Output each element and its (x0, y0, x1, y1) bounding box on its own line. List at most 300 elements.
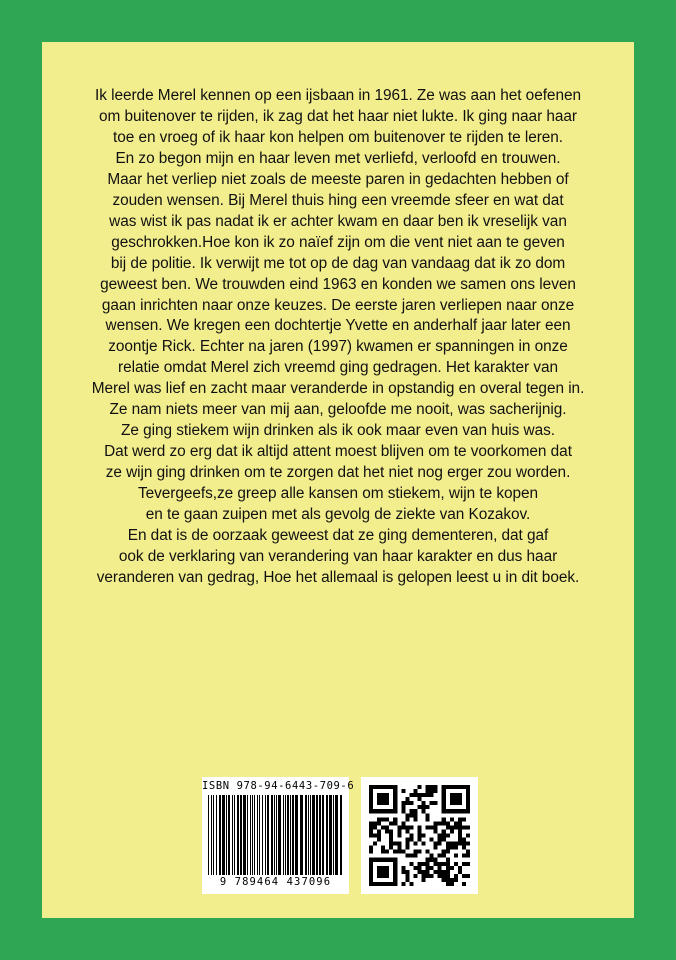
qr-module (426, 789, 430, 793)
qr-module (393, 878, 397, 882)
isbn-digits: 9 789464 437096 (219, 876, 332, 888)
qr-module (413, 793, 417, 797)
barcode-bar (267, 795, 269, 875)
qr-module (369, 866, 373, 870)
qr-module (381, 882, 385, 886)
barcode-bar (228, 795, 230, 875)
qr-module (401, 801, 405, 805)
qr-module (454, 846, 458, 850)
qr-module (450, 829, 454, 833)
qr-module (466, 825, 470, 829)
qr-module (405, 801, 409, 805)
barcode-bar (335, 795, 338, 875)
barcode-bar (257, 795, 258, 875)
qr-module (377, 882, 381, 886)
qr-module (385, 793, 389, 797)
qr-module (442, 789, 446, 793)
qr-module (393, 870, 397, 874)
qr-module (466, 793, 470, 797)
qr-module (397, 846, 401, 850)
qr-module (385, 785, 389, 789)
qr-module (454, 801, 458, 805)
qr-module (377, 833, 381, 837)
qr-module (389, 785, 393, 789)
qr-module (417, 829, 421, 833)
barcode-bar (216, 795, 217, 875)
barcode-bar (213, 795, 214, 875)
qr-module (417, 825, 421, 829)
barcode-bar (322, 795, 324, 875)
qr-module (369, 858, 373, 862)
barcode-bar (274, 795, 275, 875)
qr-module (369, 825, 373, 829)
qr-module (385, 850, 389, 854)
qr-module (454, 785, 458, 789)
qr-module (450, 866, 454, 870)
qr-module (438, 870, 442, 874)
qr-module (442, 878, 446, 882)
qr-module (442, 793, 446, 797)
qr-module (450, 797, 454, 801)
qr-module (417, 866, 421, 870)
barcode-bar (326, 795, 328, 875)
qr-module (426, 817, 430, 821)
qr-module (417, 793, 421, 797)
qr-module (430, 838, 434, 842)
blurb-line: om buitenover te rijden, ik zag dat het haar niet lukte. Ik ging naar haar (99, 107, 577, 125)
qr-module (401, 850, 405, 854)
barcode-bar (208, 795, 209, 875)
qr-module (413, 789, 417, 793)
qr-module (442, 805, 446, 809)
qr-module (413, 854, 417, 858)
qr-module (466, 850, 470, 854)
qr-module (422, 805, 426, 809)
qr-module (426, 858, 430, 862)
qr-module (373, 858, 377, 862)
qr-module (454, 878, 458, 882)
qr-module (373, 833, 377, 837)
qr-module (458, 785, 462, 789)
qr-module (442, 838, 446, 842)
blurb-line: geweest ben. We trouwden eind 1963 en konden we samen ons leven (100, 275, 576, 293)
blurb-line: wensen. We kregen een dochtertje Yvette en anderhalf jaar later een (105, 317, 571, 335)
qr-module (426, 870, 430, 874)
qr-module (446, 874, 450, 878)
qr-module (458, 833, 462, 837)
qr-module (369, 850, 373, 854)
qr-module (413, 813, 417, 817)
qr-module (462, 825, 466, 829)
qr-module (450, 809, 454, 813)
qr-module (454, 797, 458, 801)
qr-module (458, 809, 462, 813)
qr-module (454, 825, 458, 829)
qr-module (401, 825, 405, 829)
qr-module (369, 870, 373, 874)
qr-module (405, 842, 409, 846)
qr-module (434, 862, 438, 866)
qr-module (450, 842, 454, 846)
qr-module (393, 801, 397, 805)
qr-module (434, 825, 438, 829)
blurb-line: En zo begon mijn en haar leven met verliefd, verloofd en trouwen. (115, 149, 561, 167)
qr-module (405, 854, 409, 858)
qr-module (373, 842, 377, 846)
barcode-bar (310, 795, 311, 875)
barcode-bar (295, 795, 298, 875)
qr-module (466, 785, 470, 789)
qr-module (466, 805, 470, 809)
qr-code-box (361, 777, 478, 894)
qr-module (417, 870, 421, 874)
qr-module (442, 850, 446, 854)
blurb-line: Merel was lief en zacht maar veranderde in opstandig en overal tegen in. (91, 380, 585, 398)
qr-module (430, 854, 434, 858)
barcode-bar (265, 795, 266, 875)
blurb-line: toe en vroeg of ik haar kon helpen om buitenover te rijden te leren. (112, 128, 564, 146)
qr-module (409, 854, 413, 858)
qr-module (405, 829, 409, 833)
qr-module (385, 801, 389, 805)
qr-module (466, 797, 470, 801)
barcode-bar (262, 795, 263, 875)
qr-module (450, 793, 454, 797)
qr-module (389, 809, 393, 813)
qr-module (393, 797, 397, 801)
qr-module (446, 842, 450, 846)
blurb-line: was wist ik pas nadat ik er achter kwam en daar ben ik vreselijk van (109, 212, 567, 230)
qr-module (454, 862, 458, 866)
barcode-bar (340, 795, 342, 875)
qr-module (466, 789, 470, 793)
qr-module (393, 874, 397, 878)
qr-module (458, 797, 462, 801)
qr-module (446, 858, 450, 862)
barcode-bar (226, 795, 227, 875)
qr-module (401, 870, 405, 874)
qr-module (413, 850, 417, 854)
qr-module (450, 878, 454, 882)
barcode-bar (240, 795, 242, 875)
qr-module (369, 797, 373, 801)
qr-module (458, 829, 462, 833)
qr-module (381, 817, 385, 821)
qr-module (462, 846, 466, 850)
qr-module (417, 862, 421, 866)
qr-module (369, 821, 373, 825)
qr-module (462, 809, 466, 813)
qr-module (381, 850, 385, 854)
qr-module (393, 866, 397, 870)
qr-module (446, 866, 450, 870)
qr-module (434, 785, 438, 789)
qr-module (405, 846, 409, 850)
qr-module (381, 785, 385, 789)
qr-module (389, 829, 393, 833)
qr-module (442, 829, 446, 833)
qr-module (377, 821, 381, 825)
qr-module (413, 842, 417, 846)
qr-module (369, 862, 373, 866)
qr-module (422, 878, 426, 882)
qr-module (409, 833, 413, 837)
barcode-bar (308, 795, 309, 875)
qr-module (401, 809, 405, 813)
qr-module (381, 858, 385, 862)
qr-module (405, 870, 409, 874)
qr-module (409, 813, 413, 817)
qr-module (462, 842, 466, 846)
barcode-bar (252, 795, 253, 875)
qr-module (430, 858, 434, 862)
barcode-bar (283, 795, 284, 875)
blurb-line: En dat is de oorzaak geweest dat ze ging dementeren, dat gaf (127, 527, 549, 545)
qr-module (434, 821, 438, 825)
qr-module (454, 854, 458, 858)
qr-module (434, 870, 438, 874)
qr-module (377, 829, 381, 833)
qr-module (422, 842, 426, 846)
qr-module (377, 838, 381, 842)
qr-module (458, 866, 462, 870)
qr-module (466, 801, 470, 805)
qr-module (389, 842, 393, 846)
qr-module (401, 789, 405, 793)
qr-module (417, 805, 421, 809)
qr-module (369, 878, 373, 882)
qr-module (454, 793, 458, 797)
qr-module (446, 878, 450, 882)
qr-module (442, 817, 446, 821)
qr-module (413, 817, 417, 821)
qr-module (426, 805, 430, 809)
qr-module (422, 793, 426, 797)
qr-module (381, 866, 385, 870)
qr-module (466, 809, 470, 813)
qr-module (401, 866, 405, 870)
back-cover-blurb (52, 86, 624, 589)
qr-module (381, 870, 385, 874)
blurb-line: veranderen van gedrag, Hoe het allemaal is gelopen leest u in dit boek. (96, 568, 580, 586)
qr-module (385, 874, 389, 878)
qr-module (381, 801, 385, 805)
qr-module (385, 797, 389, 801)
barcode-bar (247, 795, 248, 875)
blurb-line: zouden wensen. Bij Merel thuis hing een vreemde sfeer en wat dat (112, 191, 564, 209)
qr-module (434, 846, 438, 850)
qr-module (381, 793, 385, 797)
qr-module (426, 850, 430, 854)
qr-module (426, 874, 430, 878)
qr-module (462, 838, 466, 842)
qr-module (430, 789, 434, 793)
qr-module (466, 842, 470, 846)
qr-module (466, 833, 470, 837)
qr-module (430, 801, 434, 805)
qr-module (369, 846, 373, 850)
qr-module (409, 882, 413, 886)
qr-module (397, 842, 401, 846)
qr-module (369, 793, 373, 797)
qr-module (389, 833, 393, 837)
qr-module (417, 833, 421, 837)
qr-module (422, 862, 426, 866)
qr-module (438, 833, 442, 837)
qr-module (369, 801, 373, 805)
barcode-bar (290, 795, 291, 875)
barcode-bar (259, 795, 260, 875)
barcode-bar (243, 795, 246, 875)
qr-module (369, 882, 373, 886)
qr-module (369, 789, 373, 793)
qr-module (369, 809, 373, 813)
qr-module (393, 821, 397, 825)
qr-module (434, 858, 438, 862)
qr-module (450, 825, 454, 829)
qr-module (462, 874, 466, 878)
qr-module (377, 858, 381, 862)
qr-module (397, 850, 401, 854)
qr-module (389, 821, 393, 825)
qr-module (401, 882, 405, 886)
qr-module (434, 829, 438, 833)
qr-module (417, 838, 421, 842)
qr-module (409, 825, 413, 829)
qr-module (405, 817, 409, 821)
qr-module (466, 862, 470, 866)
qr-module (385, 866, 389, 870)
qr-module (417, 850, 421, 854)
qr-module (422, 870, 426, 874)
qr-module (385, 870, 389, 874)
qr-module (401, 805, 405, 809)
qr-module (426, 866, 430, 870)
qr-module (422, 874, 426, 878)
qr-module (385, 825, 389, 829)
qr-module (454, 874, 458, 878)
barcode-bar (287, 795, 289, 875)
qr-module (446, 846, 450, 850)
qr-module (397, 825, 401, 829)
qr-module (385, 882, 389, 886)
qr-module (454, 809, 458, 813)
qr-module (381, 846, 385, 850)
qr-module (442, 870, 446, 874)
qr-module (385, 829, 389, 833)
qr-module (458, 825, 462, 829)
qr-module (462, 854, 466, 858)
barcode-bars (208, 795, 343, 875)
qr-module (413, 809, 417, 813)
qr-module (393, 862, 397, 866)
isbn-label: ISBN 978-94-6443-709-6 (202, 780, 355, 792)
qr-module (462, 882, 466, 886)
qr-module (369, 785, 373, 789)
qr-module (442, 809, 446, 813)
blurb-line: Tevergeefs,ze greep alle kansen om stiekem, wijn te kopen (137, 485, 539, 503)
qr-module (369, 874, 373, 878)
barcode-bar (319, 795, 321, 875)
qr-module (446, 821, 450, 825)
qr-module (385, 809, 389, 813)
qr-module (401, 821, 405, 825)
qr-module (430, 874, 434, 878)
qr-module (409, 862, 413, 866)
barcode-bar (222, 795, 225, 875)
qr-module (438, 862, 442, 866)
qr-module (442, 797, 446, 801)
qr-module (450, 817, 454, 821)
qr-module (442, 785, 446, 789)
qr-module (426, 813, 430, 817)
qr-module (413, 866, 417, 870)
qr-module (393, 850, 397, 854)
qr-module (377, 797, 381, 801)
qr-module (454, 842, 458, 846)
blurb-line: Dat werd zo erg dat ik altijd attent moest blijven om te voorkomen dat (104, 443, 572, 461)
qr-module (446, 785, 450, 789)
qr-module (446, 870, 450, 874)
blurb-line: ook de verklaring van verandering van haar karakter en dus haar (118, 547, 558, 565)
qr-module (369, 805, 373, 809)
qr-module (458, 821, 462, 825)
isbn-barcode (202, 777, 355, 894)
qr-module (417, 797, 421, 801)
qr-module (377, 866, 381, 870)
qr-module (450, 846, 454, 850)
qr-module (389, 838, 393, 842)
qr-module (373, 882, 377, 886)
qr-module (389, 882, 393, 886)
qr-module (393, 858, 397, 862)
barcode-bar (234, 795, 235, 875)
barcode-bar (278, 795, 281, 875)
barcode-bar (285, 795, 286, 875)
qr-code-icon (369, 785, 470, 886)
qr-module (426, 793, 430, 797)
qr-module (393, 842, 397, 846)
qr-module (422, 833, 426, 837)
qr-module (446, 833, 450, 837)
qr-module (446, 862, 450, 866)
qr-module (377, 801, 381, 805)
qr-module (458, 801, 462, 805)
barcode-bar (276, 795, 277, 875)
blurb-line: gaan inrichten naar onze keuzes. De eerste jaren verliepen naar onze (101, 296, 575, 314)
qr-module (458, 870, 462, 874)
qr-module (381, 797, 385, 801)
qr-module (438, 842, 442, 846)
qr-module (381, 874, 385, 878)
qr-module (458, 842, 462, 846)
qr-module (389, 846, 393, 850)
barcode-bar (250, 795, 251, 875)
qr-module (385, 817, 389, 821)
qr-module (393, 817, 397, 821)
qr-module (397, 829, 401, 833)
blurb-line: Ze nam niets meer van mij aan, geloofde me nooit, was sacherijnig. (109, 401, 567, 419)
qr-module (462, 862, 466, 866)
qr-module (409, 793, 413, 797)
barcode-bar (211, 795, 212, 875)
qr-module (405, 797, 409, 801)
qr-module (426, 825, 430, 829)
qr-module (450, 785, 454, 789)
barcode-bar (219, 795, 221, 875)
qr-module (409, 801, 413, 805)
qr-module (422, 809, 426, 813)
